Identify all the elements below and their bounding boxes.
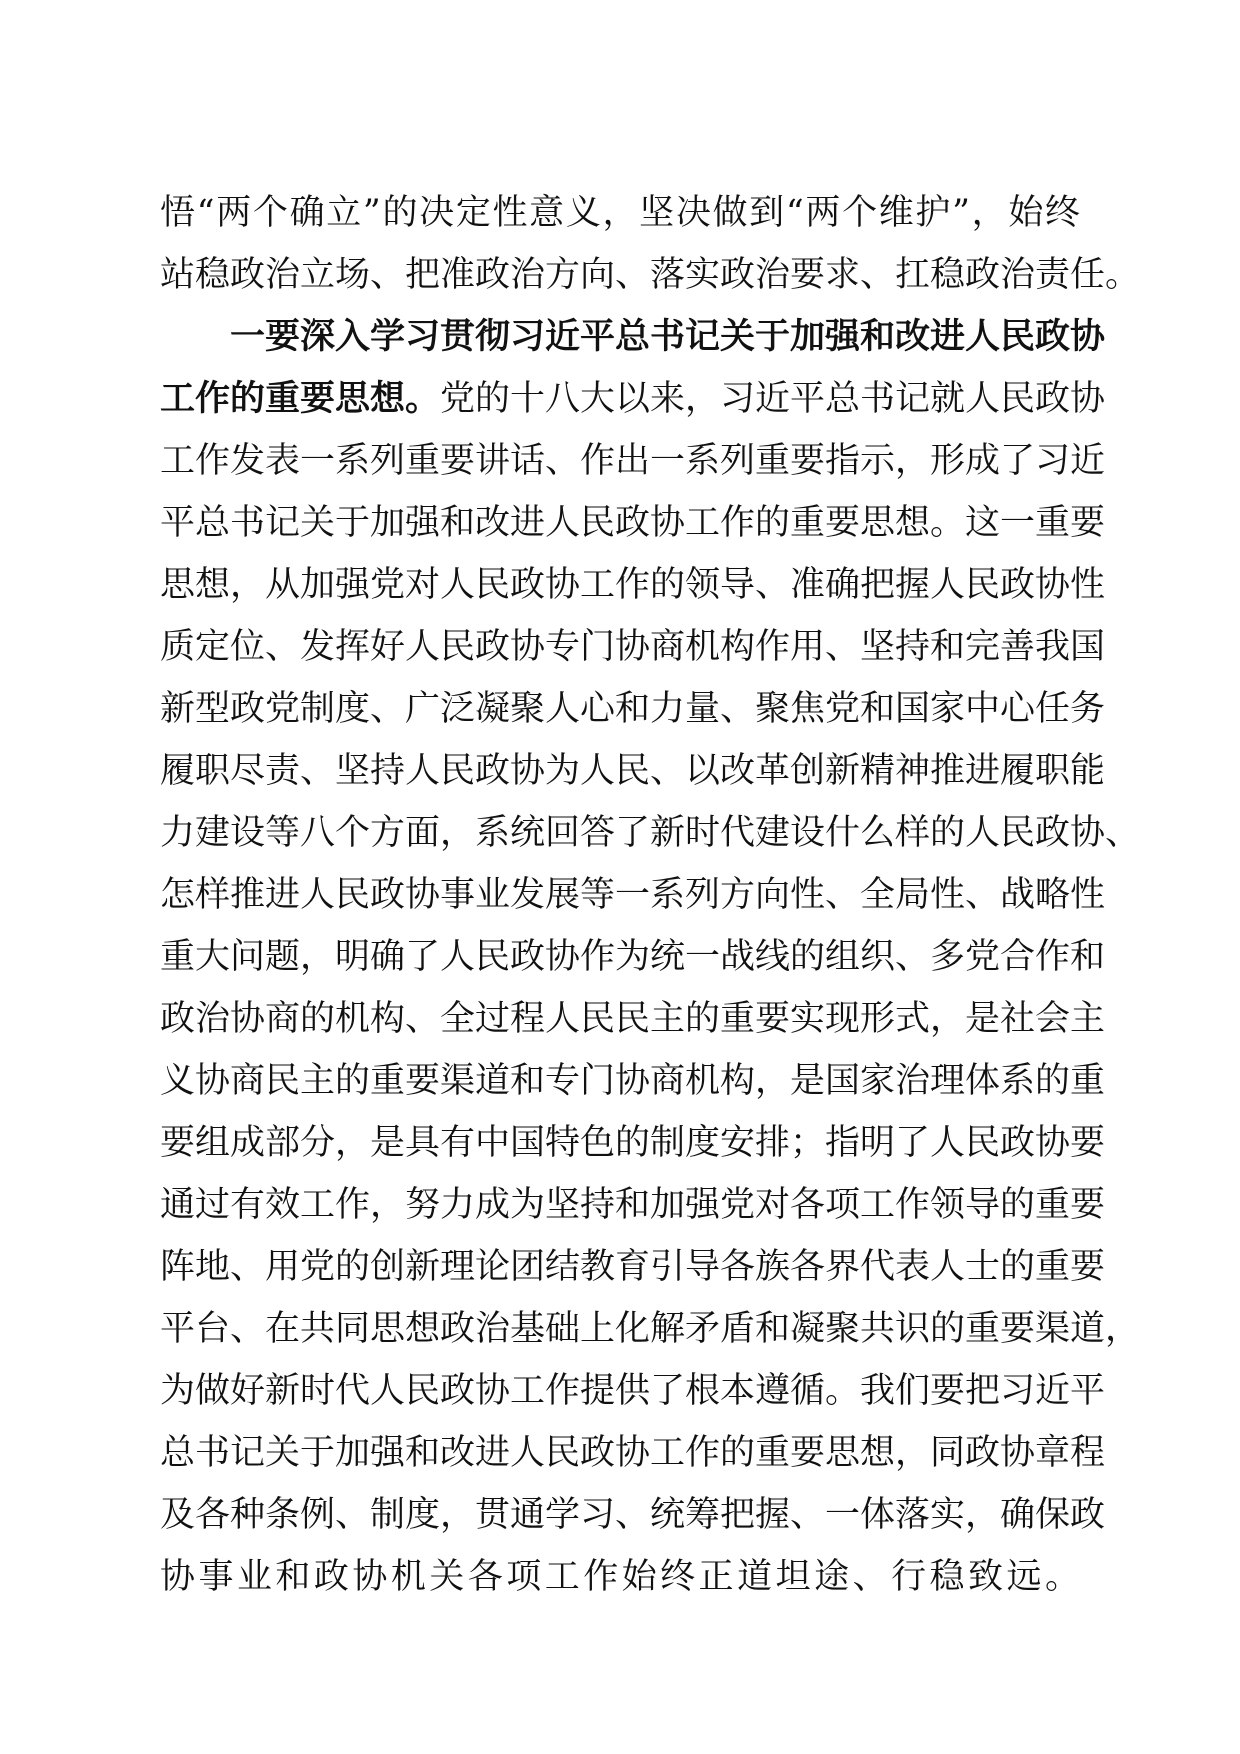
text-line: 重大问题，明确了人民政协作为统一战线的组织、多党合作和 <box>160 937 1106 977</box>
text-line: 怎样推进人民政协事业发展等一系列方向性、全局性、战略性 <box>160 875 1106 915</box>
text-line: 通过有效工作，努力成为坚持和加强党对各项工作领导的重要 <box>160 1185 1106 1225</box>
section-heading-line: 一要深入学习贯彻习近平总书记关于加强和改进人民政协 <box>230 317 1106 357</box>
text-line: 总书记关于加强和改进人民政协工作的重要思想，同政协章程 <box>160 1433 1106 1473</box>
text-line: 及各种条例、制度，贯通学习、统筹把握、一体落实，确保政 <box>160 1495 1106 1535</box>
text-line-mixed <box>160 368 1106 430</box>
text-line: 要组成部分，是具有中国特色的制度安排；指明了人民政协要 <box>160 1123 1106 1163</box>
text-line <box>160 1608 1080 1670</box>
text-line: 平台、在共同思想政治基础上化解矛盾和凝聚共识的重要渠道， <box>160 1309 1141 1349</box>
text-line: 工作发表一系列重要讲话、作出一系列重要指示，形成了习近 <box>160 441 1106 481</box>
text-line: 阵地、用党的创新理论团结教育引导各族各界代表人士的重要 <box>160 1247 1106 1287</box>
text-line: 平总书记关于加强和改进人民政协工作的重要思想。这一重要 <box>160 503 1106 543</box>
text-line: 思想，从加强党对人民政协工作的领导、准确把握人民政协性 <box>160 565 1106 605</box>
text-line: 站稳政治立场、把准政治方向、落实政治要求、扛稳政治责任。 <box>160 255 1141 295</box>
text-line: 义协商民主的重要渠道和专门协商机构，是国家治理体系的重 <box>160 1061 1106 1101</box>
document-body <box>160 182 1141 1670</box>
text-line: 新型政党制度、广泛凝聚人心和力量、聚焦党和国家中心任务 <box>160 689 1106 729</box>
text-line: 质定位、发挥好人民政协专门协商机构作用、坚持和完善我国 <box>160 627 1106 667</box>
text-line: 为做好新时代人民政协工作提供了根本遵循。我们要把习近平 <box>160 1371 1106 1411</box>
text-line: 悟“两个确立”的决定性意义，坚决做到“两个维护”，始终 <box>160 193 1080 233</box>
text-line: 协事业和政协机关各项工作始终正道坦途、行稳致远。 <box>160 1557 1080 1597</box>
paragraph-start: 党的十八大以来，习近平总书记就人民政协 <box>440 379 1106 419</box>
text-line: 政治协商的机构、全过程人民民主的重要实现形式，是社会主 <box>160 999 1106 1039</box>
section-heading-tail: 工作的重要思想。 <box>160 379 441 419</box>
text-line: 履职尽责、坚持人民政协为人民、以改革创新精神推进履职能 <box>160 751 1106 791</box>
text-line: 力建设等八个方面，系统回答了新时代建设什么样的人民政协、 <box>160 813 1141 853</box>
